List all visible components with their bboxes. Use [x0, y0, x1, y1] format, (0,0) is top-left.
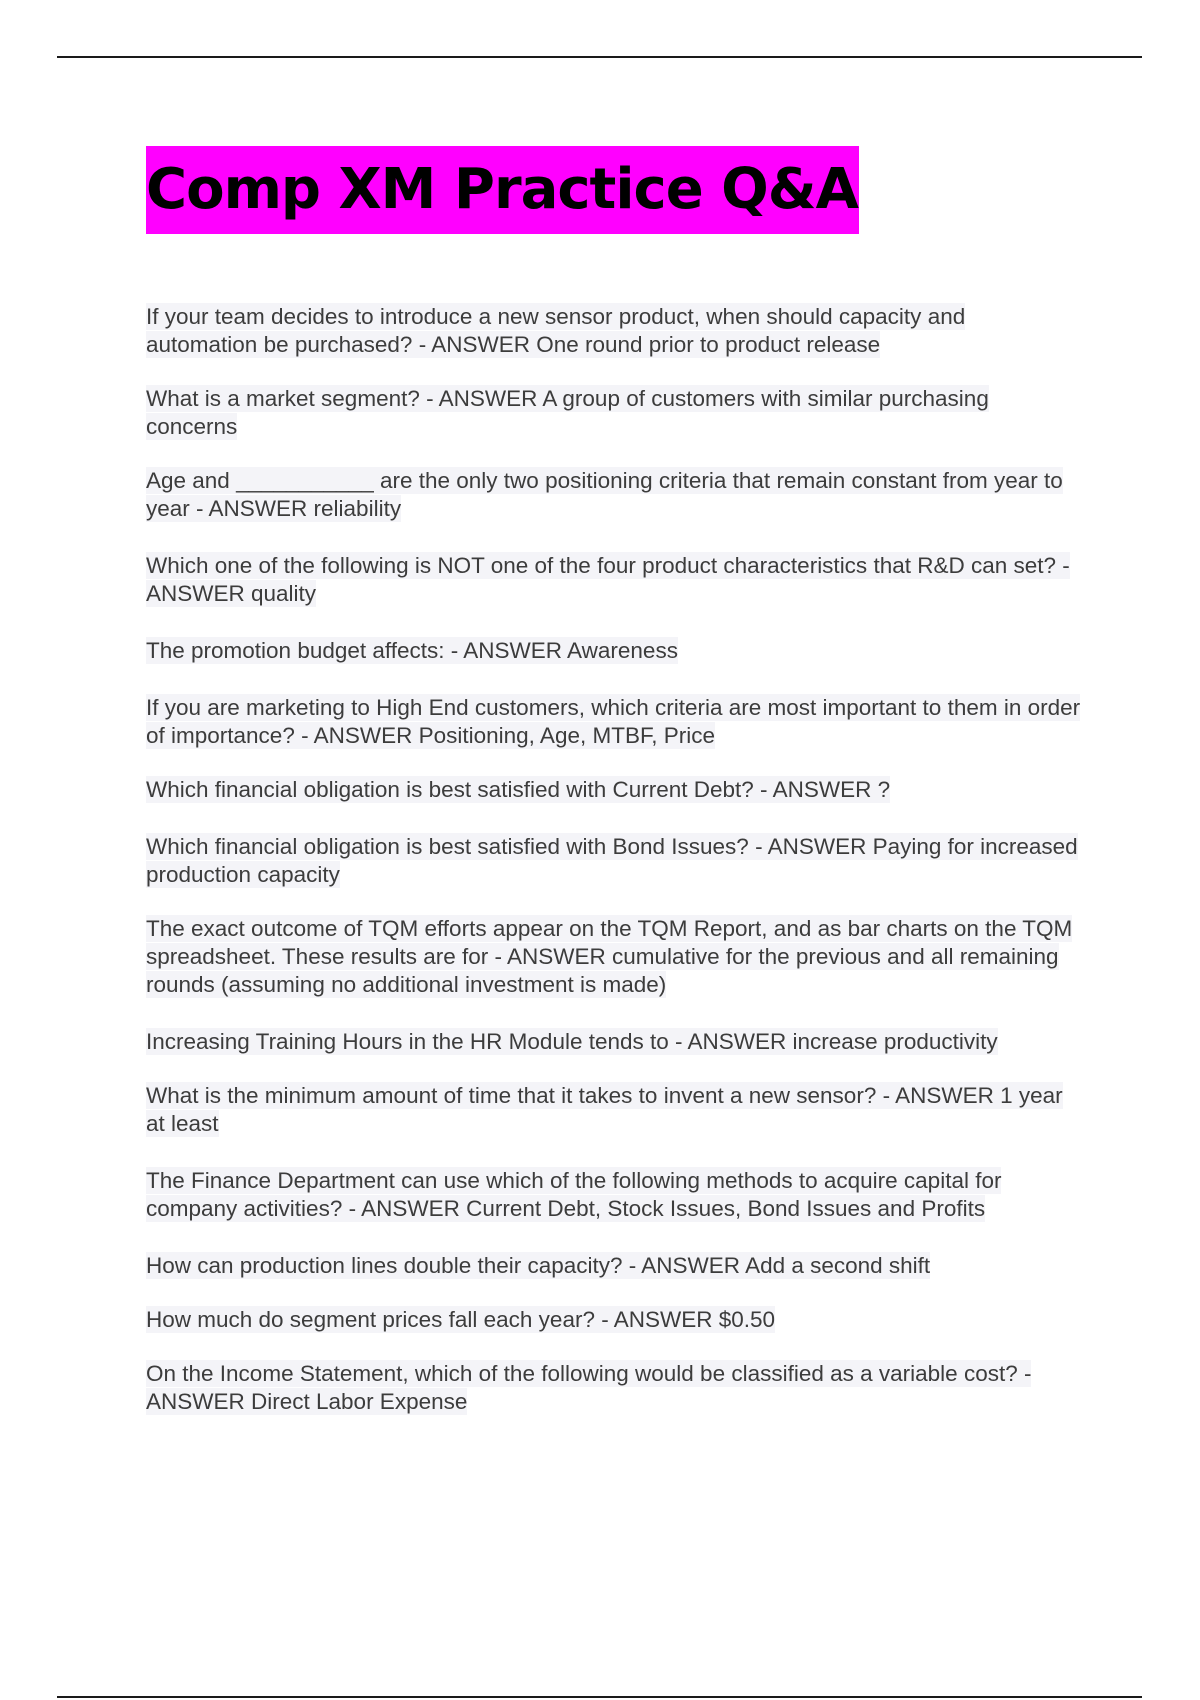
qa-answer: ANSWER Add a second shift [641, 1253, 931, 1278]
qa-item [146, 1252, 1081, 1280]
qa-question: If you are marketing to High End customers, which criteria are most important to them in order of importance? - [146, 695, 1081, 748]
qa-answer: ANSWER $0.50 [613, 1307, 776, 1332]
qa-answer: ANSWER cumulative for the previous and all remaining rounds (assuming no additional investment is made) [146, 944, 1059, 997]
qa-answer: ANSWER ? [772, 777, 891, 802]
qa-item [146, 915, 1081, 999]
bottom-divider [57, 1696, 1142, 1698]
qa-question: Which one of the following is NOT one of the four product characteristics that R&D can set? - [146, 553, 1070, 578]
qa-item [146, 1082, 1081, 1138]
qa-answer: ANSWER One round prior to product release [431, 332, 881, 357]
qa-question: Age and ___________ are the only two positioning criteria that remain constant from year to year - [146, 468, 1063, 521]
qa-list [146, 303, 1081, 1416]
qa-answer: ANSWER Paying for increased production capacity [146, 834, 1078, 887]
qa-answer: ANSWER Direct Labor Expense [146, 1389, 468, 1414]
qa-item [146, 1360, 1081, 1416]
qa-item [146, 303, 1081, 359]
qa-question: Which financial obligation is best satisfied with Current Debt? - [146, 777, 773, 802]
qa-question: How much do segment prices fall each year? - [146, 1307, 614, 1332]
qa-question: How can production lines double their capacity? - [146, 1253, 642, 1278]
qa-answer: ANSWER Positioning, Age, MTBF, Price [313, 723, 715, 748]
page-title: Comp XM Practice Q&A [146, 157, 858, 222]
qa-item [146, 1306, 1081, 1334]
qa-question: What is a market segment? - [146, 386, 439, 411]
qa-question: What is the minimum amount of time that it takes to invent a new sensor? - [146, 1083, 896, 1108]
qa-item [146, 1028, 1081, 1056]
qa-answer: ANSWER Awareness [463, 638, 678, 663]
qa-item [146, 694, 1081, 750]
qa-question: Increasing Training Hours in the HR Module tends to - [146, 1029, 688, 1054]
qa-item [146, 467, 1081, 523]
qa-item [146, 637, 1081, 665]
top-divider [57, 56, 1142, 58]
qa-question: If your team decides to introduce a new sensor product, when should capacity and automation be purchased? - [146, 304, 966, 357]
qa-answer: ANSWER Current Debt, Stock Issues, Bond Issues and Profits [361, 1196, 986, 1221]
qa-item [146, 552, 1081, 608]
qa-answer: ANSWER increase productivity [687, 1029, 998, 1054]
qa-answer: ANSWER 1 year at least [146, 1083, 1063, 1136]
qa-answer: ANSWER A group of customers with similar purchasing concerns [146, 386, 989, 439]
qa-item [146, 833, 1081, 889]
qa-question: Which financial obligation is best satisfied with Bond Issues? - [146, 834, 768, 859]
qa-question: The exact outcome of TQM efforts appear on the TQM Report, and as bar charts on the TQM spreadsheet. These results are for - [146, 916, 1073, 969]
qa-item [146, 776, 1081, 804]
qa-item [146, 1167, 1081, 1223]
qa-question: On the Income Statement, which of the following would be classified as a variable cost? - [146, 1361, 1032, 1386]
qa-item [146, 385, 1081, 441]
qa-question: The promotion budget affects: - [146, 638, 464, 663]
qa-answer: ANSWER reliability [208, 496, 402, 521]
qa-answer: ANSWER quality [146, 581, 317, 606]
qa-question: The Finance Department can use which of the following methods to acquire capital for company activities? - [146, 1168, 1002, 1221]
